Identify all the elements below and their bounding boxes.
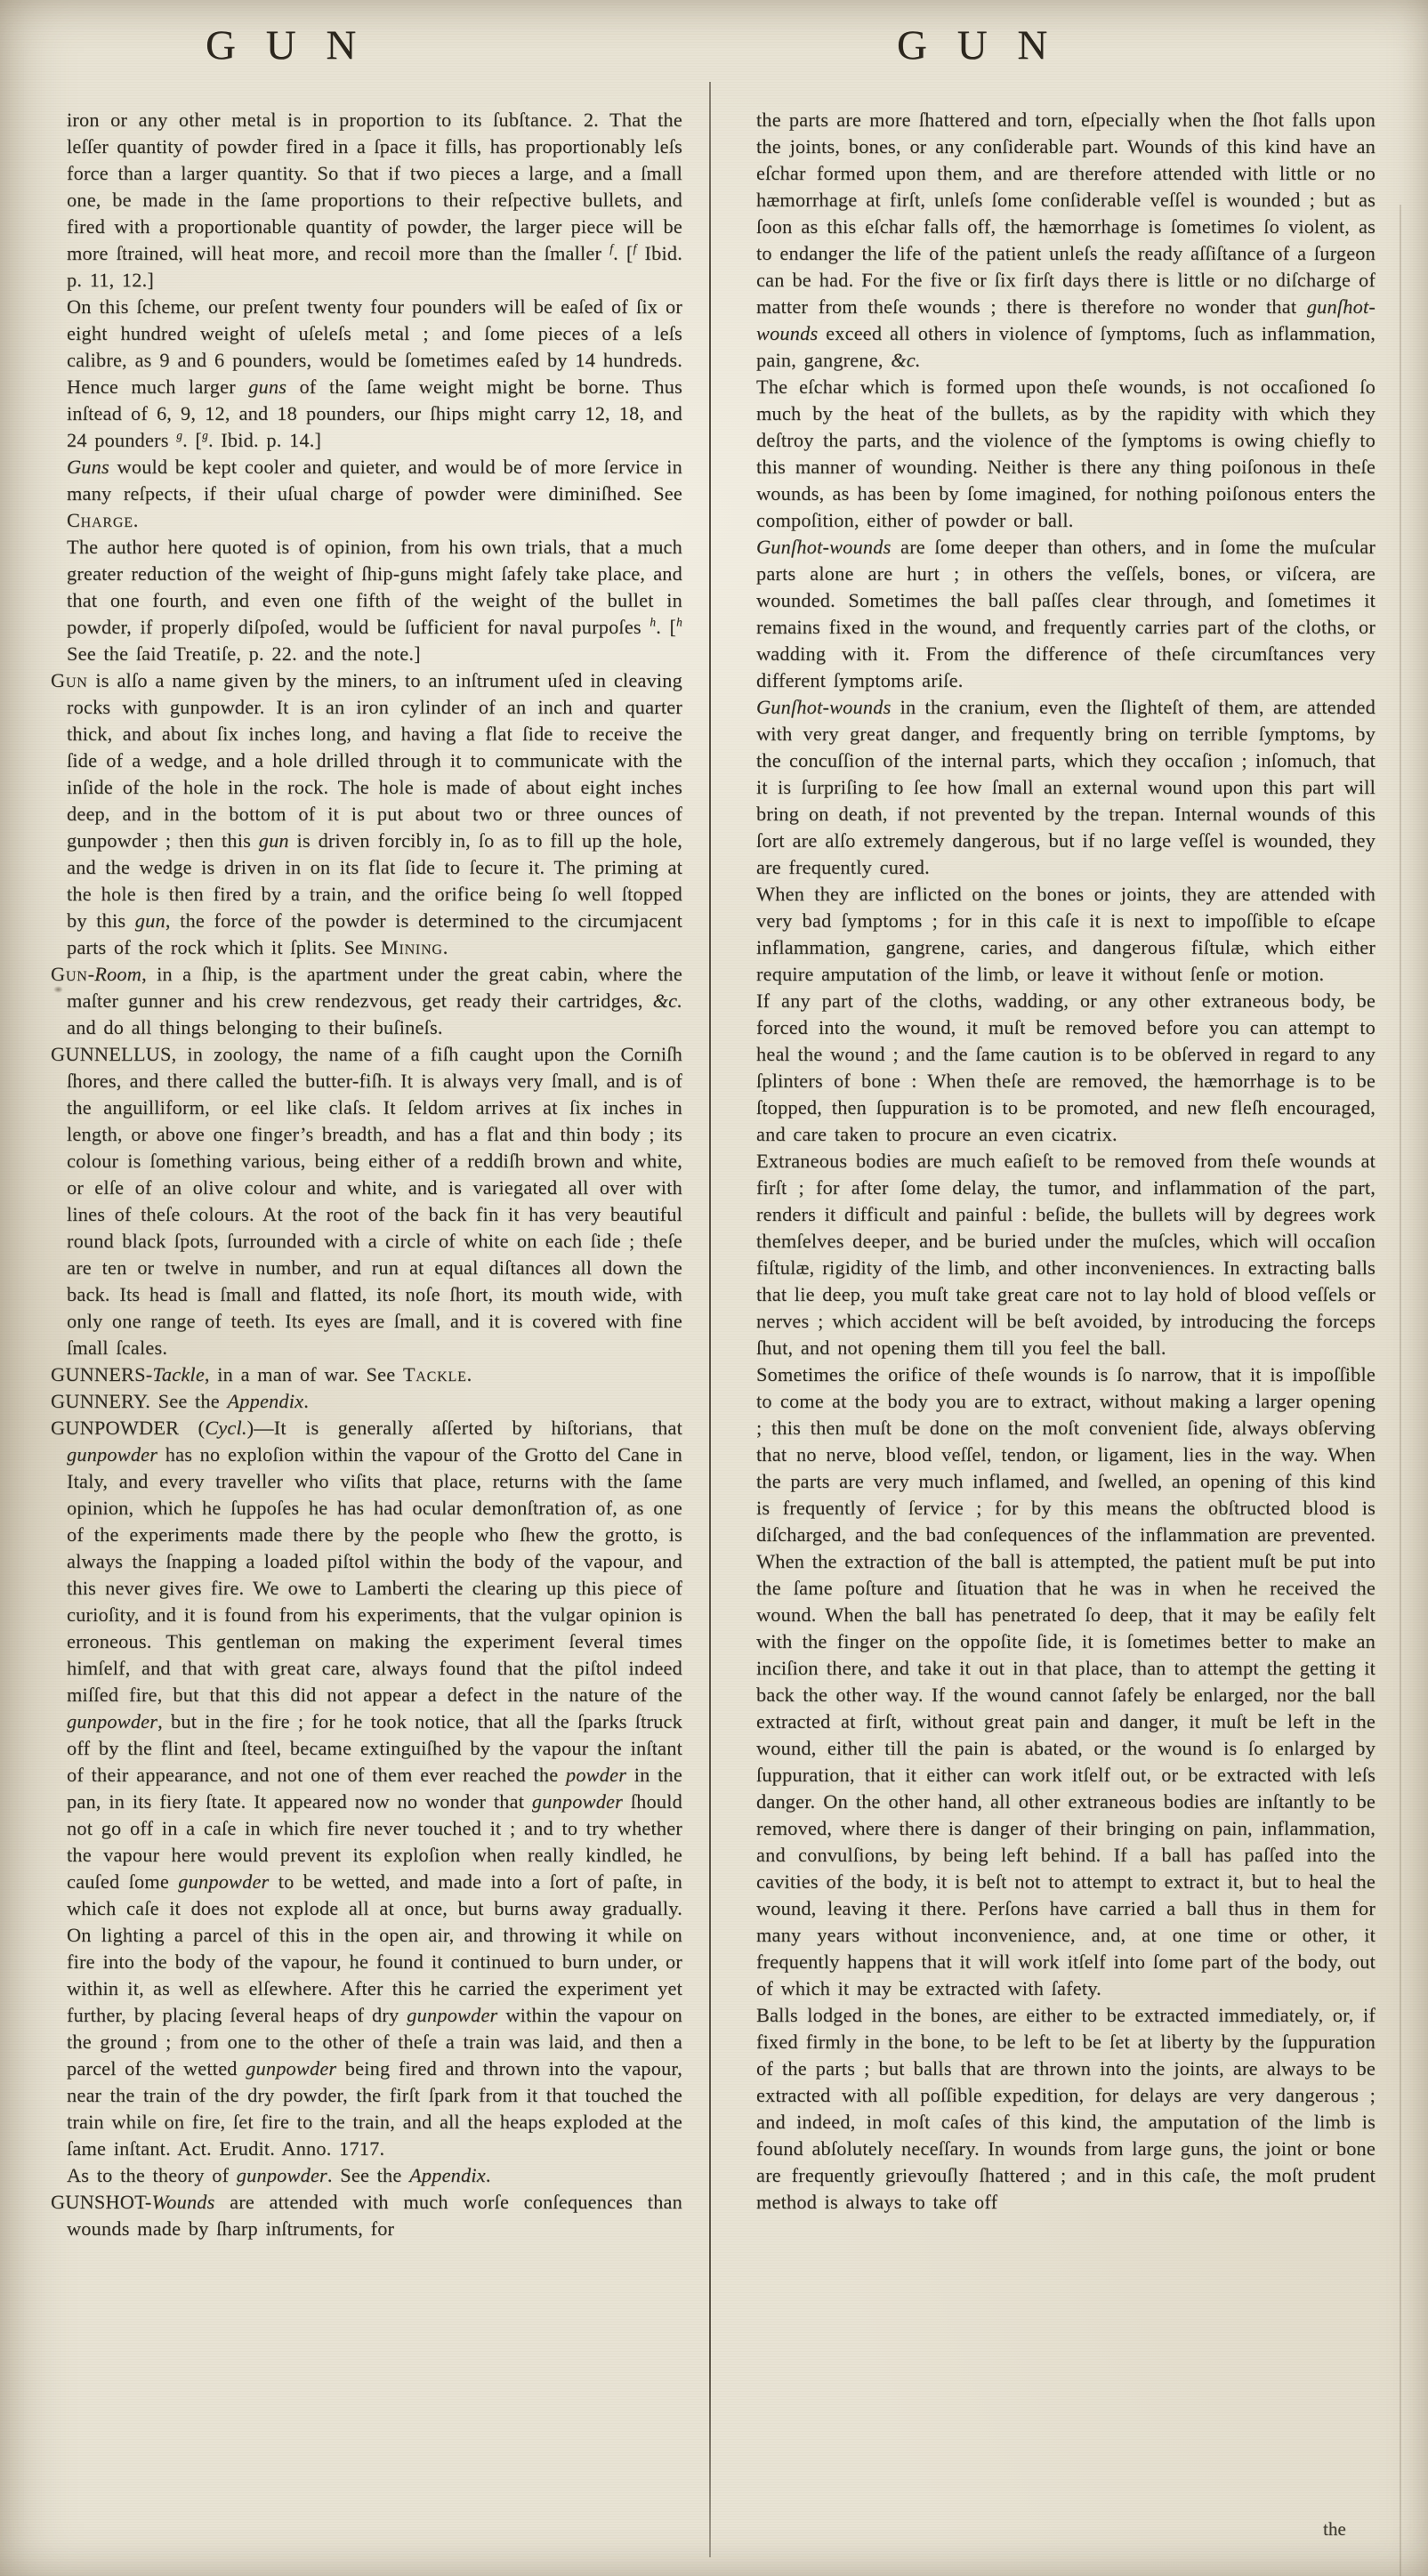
text-segment: to be wetted, and made into a ſort of paſte, in which caſe it does not explode all at once, but burns away gradually. On lighting a parcel of this in the open air, and throwing it while on fire into the body of the vapour, he found it continued to burn under, or within it, as well as elſewhere. After this he carried the experiment yet further, by placing ſeveral heaps of dry: [67, 1870, 682, 2026]
text-segment: gunpowder: [531, 1790, 624, 1813]
text-segment: gunpowder: [407, 2004, 498, 2026]
entry-paragraph: [51, 1361, 682, 1388]
text-segment: Gunſhot-wounds: [756, 536, 891, 558]
text-segment: and do all things belonging to their buſineſs.: [67, 1016, 443, 1038]
text-segment: )—It is generally aſſerted by hiſtorians, that: [246, 1417, 683, 1439]
column-divider-rule: [709, 82, 711, 2557]
text-segment: .: [303, 1390, 310, 1412]
text-segment: Tackle: [152, 1363, 205, 1385]
text-segment: Extraneous bodies are much eaſieſt to be removed from theſe wounds at firſt ; for after ſome delay, the tumor, and inflammation of the part, renders it difficult and painful : beſide, the bullets will by degrees work themſelves deeper, and be buried under the muſcles, which will occaſion fiſtulæ, rigidity of the limb, and other inconveniences. In extracting balls that lie deep, you muſt take great care not to lay hold of blood veſſels or nerves ; which accident will be beſt avoided, by introducing the forceps ſhut, and not opening them till you feel the ball.: [756, 1150, 1376, 1359]
text-segment: powder: [565, 1764, 627, 1786]
entry-paragraph: [51, 961, 682, 1041]
text-segment: GUNNELLUS, in zoology, the name of a fiſh caught upon the Corniſh ſhores, and there called the butter-fiſh. It is always very ſmall, and is of the anguilliform, or eel like claſs. It ſeldom arrives at ſix inches in length, or above one finger’s breadth, and has a flat and thin body ; its colour is ſomething various, being either of a reddiſh brown and white, or elſe of an olive colour and white, and is variegated all over with lines of theſe colours. At the root of the back fin it has very beautiful round black ſpots, ſurrounded with a circle of white on each ſide ; theſe are ten or twelve in number, and run at equal diſtances all down the back. Its head is ſmall and flatted, its noſe ſhort, its mouth wide, with only one range of teeth. Its eyes are ſmall, and it is covered with fine ſmall ſcales.: [51, 1043, 682, 1359]
text-segment: GUNNERS-: [51, 1363, 153, 1385]
entry-paragraph: [67, 294, 682, 454]
text-segment: . [: [613, 242, 633, 264]
text-segment: guns: [248, 375, 287, 398]
entry-paragraph: [51, 1388, 682, 1415]
text-segment: gunpowder: [67, 1443, 158, 1466]
text-segment: The author here quoted is of opinion, from his own trials, that a much greater reduction of the weight of ſhip-guns might ſafely take place, and that one fourth, and even one fifth of the weight of the bullet in powder, if properly diſpoſed, would be ſufficient for naval purpoſes: [67, 536, 682, 638]
text-segment: gun: [134, 909, 165, 932]
text-segment: iron or any other metal is in proportion to its ſubſtance. 2. That the leſſer quantity of powder fired in a ſpace it fills, has proportionably leſs force than a larger quantity. So that if two pieces a large, and a ſmall one, be made in the ſame proportions to their reſpective bullets, and fired with a proportionable quantity of powder, the larger piece will be more ſtrained, will heat more, and recoil more than the ſmaller: [67, 109, 682, 264]
text-segment: g: [202, 428, 208, 442]
page-edge-line: [1400, 205, 1401, 2576]
text-segment: , in a ſhip, is the apartment under the great cabin, where the maſter gunner and his crew rendezvous, get ready their cartridges,: [67, 963, 682, 1012]
text-segment: exceed all others in violence of ſymptoms, ſuch as inflammation, pain, gangrene,: [756, 322, 1376, 371]
text-segment: are ſome deeper than others, and in ſome the muſcular parts alone are hurt ; in others the veſſels, bones, or viſcera, are wounded. Sometimes the ball paſſes clear through, and ſometimes it remains fixed in the wound, and frequently carries part of the cloths, or wadding with it. From the difference of theſe circumſtances very different ſymptoms ariſe.: [756, 536, 1376, 691]
text-segment: gun: [258, 829, 289, 852]
text-segment: GUNPOWDER (: [51, 1417, 206, 1439]
text-segment: would be kept cooler and quieter, and would be of more ſervice in many reſpects, if their uſual charge of powder were diminiſhed. See: [67, 456, 682, 505]
text-segment: . [: [182, 429, 203, 451]
column-left: [51, 107, 682, 2242]
text-segment: gunpowder: [236, 2164, 327, 2186]
text-segment: &c.: [652, 989, 682, 1012]
text-segment: , the force of the powder is determined to the circumjacent parts of the rock which it ſplits. See: [67, 909, 682, 958]
text-segment: Cycl.: [205, 1417, 247, 1439]
text-segment: gunſhot-wounds: [756, 295, 1376, 344]
text-segment: the parts are more ſhattered and torn, eſpecially when the ſhot falls upon the joints, bones, or any conſiderable part. Wounds of this kind have an eſchar formed upon them, and are therefore attended with little or no hæmorrhage at firſt, unleſs ſome conſiderable veſſel is wounded ; but as ſoon as this eſchar falls off, the hæmorrhage is ſometimes ſo violent, as to endanger the life of the patient unleſs the ready aſſiſtance of a ſurgeon can be had. For the five or ſix firſt days there is little or no diſcharge of matter from theſe wounds ; there is therefore no wonder that: [756, 109, 1376, 318]
entry-paragraph: [67, 454, 682, 534]
text-segment: Charge: [67, 509, 133, 531]
entry-paragraph: [51, 2189, 682, 2242]
text-segment: f: [609, 241, 614, 255]
entry-paragraph: [51, 1041, 682, 1361]
text-segment: Sometimes the orifice of theſe wounds is ſo narrow, that it is impoſſible to come at the body you are to extract, without making a larger opening ; this then muſt be done on the moſt convenient ſide, always obſerving that no nerve, blood veſſel, tendon, or ligament, lies in the way. When the parts are very much inflamed, and ſwelled, an opening of this kind is frequently of ſervice ; for by this means the obſtructed blood is diſcharged, and the bad conſequences of the inflammation are prevented. When the extraction of the ball is attempted, the patient muſt be put into the ſame poſture and ſituation that he was in when he received the wound. When the ball has penetrated ſo deep, that it may be eaſily felt with the finger on the oppoſite ſide, it is ſometimes better to make an inciſion there, and take it out in that place, than to attempt the getting it back the other way. If the wound cannot ſafely be enlarged, nor the ball extracted at firſt, without great pain and danger, it muſt be left in the wound, either till the pain is abated, or the wound is ſo enlarged by ſuppuration, that it either can work itſelf out, or be extracted with leſs danger. On the other hand, all other extraneous bodies are inſtantly to be removed, where there is danger of their bringing on pain, inflammation, and convulſions, by being left behind. If a ball has paſſed into the cavities of the body, it is beſt not to attempt to extract it, but to heal the wound, leaving it there. Perſons have carried a ball thus in them for many years without inconvenience, and, at one time or other, it frequently happens that it will work itſelf into ſome part of the body, out of which it may be extracted with ſafety.: [756, 1363, 1376, 1999]
entry-paragraph: [756, 534, 1376, 694]
text-segment: Wounds: [151, 2191, 215, 2213]
text-segment: See the ſaid Treatiſe, p. 22. and the note.]: [67, 642, 421, 665]
text-segment: GUNNERY. See the: [51, 1390, 228, 1412]
text-segment: As to the theory of: [67, 2164, 237, 2186]
text-segment: &c.: [891, 349, 921, 371]
text-segment: .: [442, 936, 448, 958]
entry-paragraph: [756, 881, 1376, 988]
text-segment: .: [466, 1363, 472, 1385]
catchword: the: [1323, 2518, 1346, 2540]
text-segment: h: [676, 615, 682, 629]
text-segment: . See the: [327, 2164, 410, 2186]
text-segment: .: [485, 2164, 491, 2186]
entry-paragraph: [67, 534, 682, 667]
text-segment: gunpowder: [67, 1710, 158, 1732]
text-segment: GUNSHOT-: [51, 2191, 152, 2213]
entry-paragraph: [67, 107, 682, 294]
entry-paragraph: [756, 1361, 1376, 2002]
text-segment: of the ſame weight might be borne. Thus inſtead of 6, 9, 12, and 18 pounders, our ſhips might carry 12, 18, and 24 pounders: [67, 375, 682, 451]
entry-paragraph: [756, 2002, 1376, 2216]
text-segment: Guns: [67, 456, 109, 478]
text-segment: being fired and thrown into the vapour, near the train of the dry powder, the firſt ſpark from it that touched the train while on fire, ſet fire to the train, and all the heaps exploded at the ſame inſtant. Act. Erudit. Anno. 1717.: [67, 2057, 683, 2160]
text-segment: The eſchar which is formed upon theſe wounds, is not occaſioned ſo much by the heat of the bullets, as by the rapidity with which they deſtroy the parts, and the violence of the ſymptoms is owing chiefly to this manner of wounding. Neither is there any thing poiſonous in theſe wounds, as has been by ſome imagined, for nothing poiſonous enters the compoſition, either of powder or ball.: [756, 375, 1376, 531]
text-segment: , but in the fire ; for he took notice, that all the ſparks ſtruck off by the flint and ſteel, became extinguiſhed by the vapour the inſtant of their appearance, and not one of them ever reached the: [67, 1710, 682, 1786]
text-segment: .: [133, 509, 139, 531]
entry-paragraph: [756, 694, 1376, 881]
text-segment: If any part of the cloths, wadding, or any other extraneous body, be forced into the wound, it muſt be removed before you can attempt to heal the wound ; and the ſame caution is to be obſerved in regard to any ſplinters of bone : When theſe are removed, the hæmorrhage is to be ſtopped, then ſuppuration is to be promoted, and new fleſh encouraged, and care taken to procure an even cicatrix.: [756, 989, 1376, 1145]
text-segment: Gunſhot-wounds: [756, 696, 891, 718]
text-segment: When they are inflicted on the bones or joints, they are attended with very bad ſymptoms ; for in this caſe it is next to impoſſible to eſcape inflammation, gangrene, caries, and dangerous fiſtulæ, which either require amputation of the limb, or leave it without ſenſe or motion.: [756, 883, 1376, 985]
text-segment: -: [87, 963, 95, 985]
entry-paragraph: [756, 1148, 1376, 1361]
text-segment: gunpowder: [178, 1870, 270, 1893]
text-segment: are attended with much worſe conſequences than wounds made by ſharp inſtruments, for: [67, 2191, 682, 2240]
text-segment: . Ibid. p. 14.]: [207, 429, 322, 451]
text-segment: Appendix: [227, 1390, 304, 1412]
entry-paragraph: [756, 374, 1376, 534]
text-segment: in the pan, in its fiery ſtate. It appeared now no wonder that: [67, 1764, 683, 1813]
entry-paragraph: [756, 988, 1376, 1148]
text-segment: , in a man of war. See: [204, 1363, 403, 1385]
running-head-right: G U N: [897, 22, 1056, 69]
text-segment: is alſo a name given by the miners, to an inſtrument uſed in cleaving rocks with gunpowder. It is an iron cylinder of an inch and quarter thick, and about ſix inches long, and having a flat ſide to receive the ſide of a wedge, and a hole drilled through it to communicate with the inſide of the hole in the rock. The hole is made of about eight inches deep, and in the bottom of it is put about two or three ounces of gunpowder ; then this: [67, 669, 682, 852]
text-segment: h: [649, 615, 657, 629]
text-segment: Gun: [51, 669, 88, 691]
text-segment: Balls lodged in the bones, are either to be extracted immediately, or, if fixed firmly in the bone, to be left to be ſet at liberty by the ſuppuration of the parts ; but balls that are thrown into the joints, are always to be extracted with all poſſible expedition, for delays are very dangerous ; and indeed, in moſt caſes of this kind, the amputation of the limb is found abſolutely neceſſary. In wounds from large guns, the joint or bone are frequently grievouſly ſhattered ; and in this caſe, the moſt prudent method is always to take off: [756, 2004, 1376, 2213]
entry-paragraph: [51, 667, 682, 961]
text-segment: in the cranium, even the ſlighteſt of them, are attended with very great danger, and frequently bring on terrible ſymptoms, by the concuſſion of the internal parts, which they occaſion ; inſomuch, that it is ſurpriſing to ſee how ſmall an external wound upon this part will bring on death, if not prevented by the trepan. Internal wounds of this ſort are alſo extremely dangerous, but if no large veſſel is wounded, they are frequently cured.: [756, 696, 1376, 878]
text-segment: Tackle: [402, 1363, 467, 1385]
text-segment: is driven forcibly in, ſo as to fill up the hole, and the wedge is driven in on its flat ſide to ſecure it. The priming at the hole is then fired by a train, and the orifice being ſo well ſtopped by this: [67, 829, 682, 932]
text-segment: Appendix: [409, 2164, 486, 2186]
text-segment: ſhould not go off in a caſe in which fire never touched it ; and to try whether the vapour here would prevent its exploſion when really kindled, he cauſed ſome: [67, 1790, 682, 1893]
text-segment: g: [176, 428, 183, 442]
text-segment: gunpowder: [246, 2057, 337, 2079]
running-head-left: G U N: [206, 22, 365, 69]
text-segment: has no exploſion within the vapour of the Grotto del Cane in Italy, and every traveller who viſits that place, returns with the ſame opinion, which he ſuppoſes he has had ocular demonſtration of, as one of the experiments made there by the people who ſhew the grotto, is always the ſnapping a loaded piſtol within the body of the vapour, and this never gives fire. We owe to Lamberti the clearing up this piece of curioſity, and it is found from his experiments, that the vulgar opinion is erroneous. This gentleman on making the experiment ſeveral times himſelf, and that with great care, always found that the piſtol indeed miſſed fire, but that this did not appear a defect in the nature of the: [67, 1443, 682, 1706]
text-segment: f: [633, 241, 637, 255]
text-segment: Gun: [51, 963, 88, 985]
text-segment: within the vapour on the ground ; from one to the other of theſe a train was laid, and then a parcel of the wetted: [67, 2004, 682, 2079]
text-segment: On this ſcheme, our preſent twenty four pounders will be eaſed of ſix or eight hundred weight of uſeleſs metal ; and ſome pieces of a leſs calibre, as 9 and 6 pounders, would be ſometimes eaſed by 14 hundreds. Hence much larger: [67, 295, 682, 398]
entry-paragraph: [51, 1415, 683, 2162]
text-segment: Room: [94, 963, 142, 985]
text-segment: . [: [656, 616, 677, 638]
entry-paragraph: [67, 2162, 682, 2189]
column-right: [740, 107, 1376, 2216]
entry-paragraph: [756, 107, 1376, 374]
text-segment: Ibid. p. 11, 12.]: [67, 242, 682, 291]
text-segment: Mining: [380, 936, 443, 958]
